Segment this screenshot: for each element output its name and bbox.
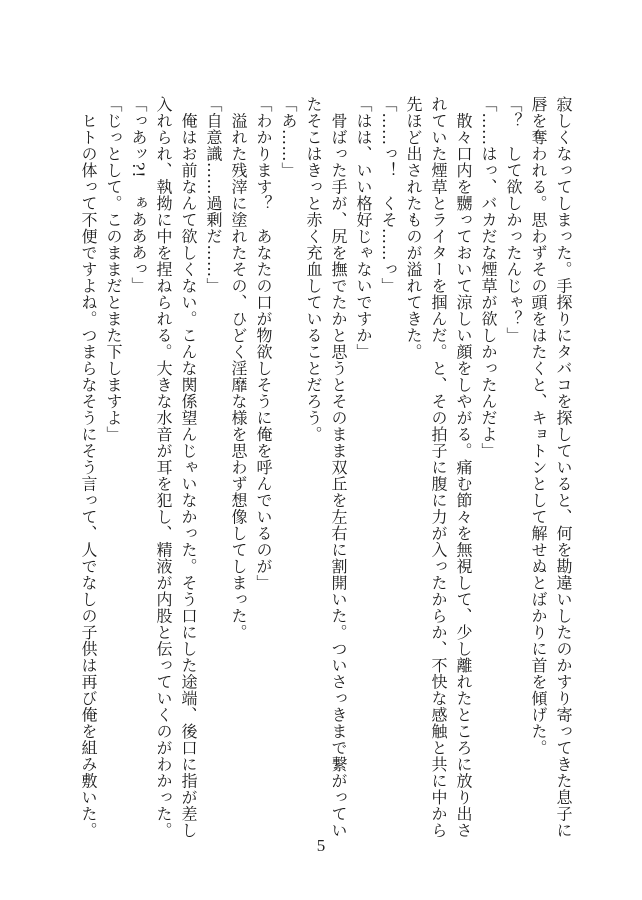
text-line: 俺はお前なんて欲しくない。こんな関係望んじゃいなかった。そう口にした途端、後口に指が差し — [179, 96, 198, 839]
text-line: 「……はっ、バカだな煙草が欲しかったんだよ」 — [479, 96, 498, 459]
page-number: 5 — [316, 836, 326, 855]
text-line: 「はは、いい格好じゃないですか」 — [354, 96, 373, 360]
vertical-text-body — [76, 96, 576, 839]
text-line: 「？ して欲しかったんじゃ？」 — [504, 96, 523, 344]
text-line: 「わかります？ あなたの口が物欲しそうに俺を呼んでいるのが」 — [254, 96, 273, 591]
text-line: 散々口内を嬲っておいて涼しい顔をしやがる。痛む節々を無視して、少し離れたところに放り出さ — [454, 96, 473, 839]
text-line: 骨ばった手が、尻を撫でたかと思うとそのまま双丘を左右に割開いた。ついさっきまで繋がってい — [329, 96, 348, 839]
text-line: れていた煙草とライターを掴んだ。と、その拍子に腹に力が入ったからか、不快な感触と共に中から — [429, 96, 448, 839]
text-line: たそこはきっと赤く充血していることだろう。 — [304, 96, 323, 443]
text-line: 入れられ、執拗に中を捏ねられる。大きな水音が耳を犯し、精液が内股と伝っていくのがわかった。 — [154, 96, 173, 839]
text-line: 「……っ！ くそ……っ」 — [379, 96, 398, 294]
text-line: 「じっとして。このままだとまた下しますよ」 — [104, 96, 123, 443]
text-line: ヒトの体って不便ですよね。つまらなそうにそう言って、人でなしの子供は再び俺を組み敷いた。 — [79, 96, 98, 839]
text-line: 唇を奪われる。思わずその頭をはたくと、キョトンとして解せぬとばかりに首を傾げた。 — [529, 96, 548, 756]
text-line: 溢れた残滓に塗れたその、ひどく淫靡な様を思わず想像してしまった。 — [229, 96, 248, 641]
text-line: 先ほど出されたものが溢れてきた。 — [404, 96, 423, 360]
text-line: 「っあッ?! ぁあああっ」 — [129, 96, 148, 294]
text-line: 「あ……」 — [279, 96, 298, 179]
text-line: 寂しくなってしまった。手探りにタバコを探していると、何を勘違いしたのかすり寄ってきた息子に — [554, 96, 573, 839]
text-line: 「自意識……過剰だ……」 — [204, 96, 223, 294]
